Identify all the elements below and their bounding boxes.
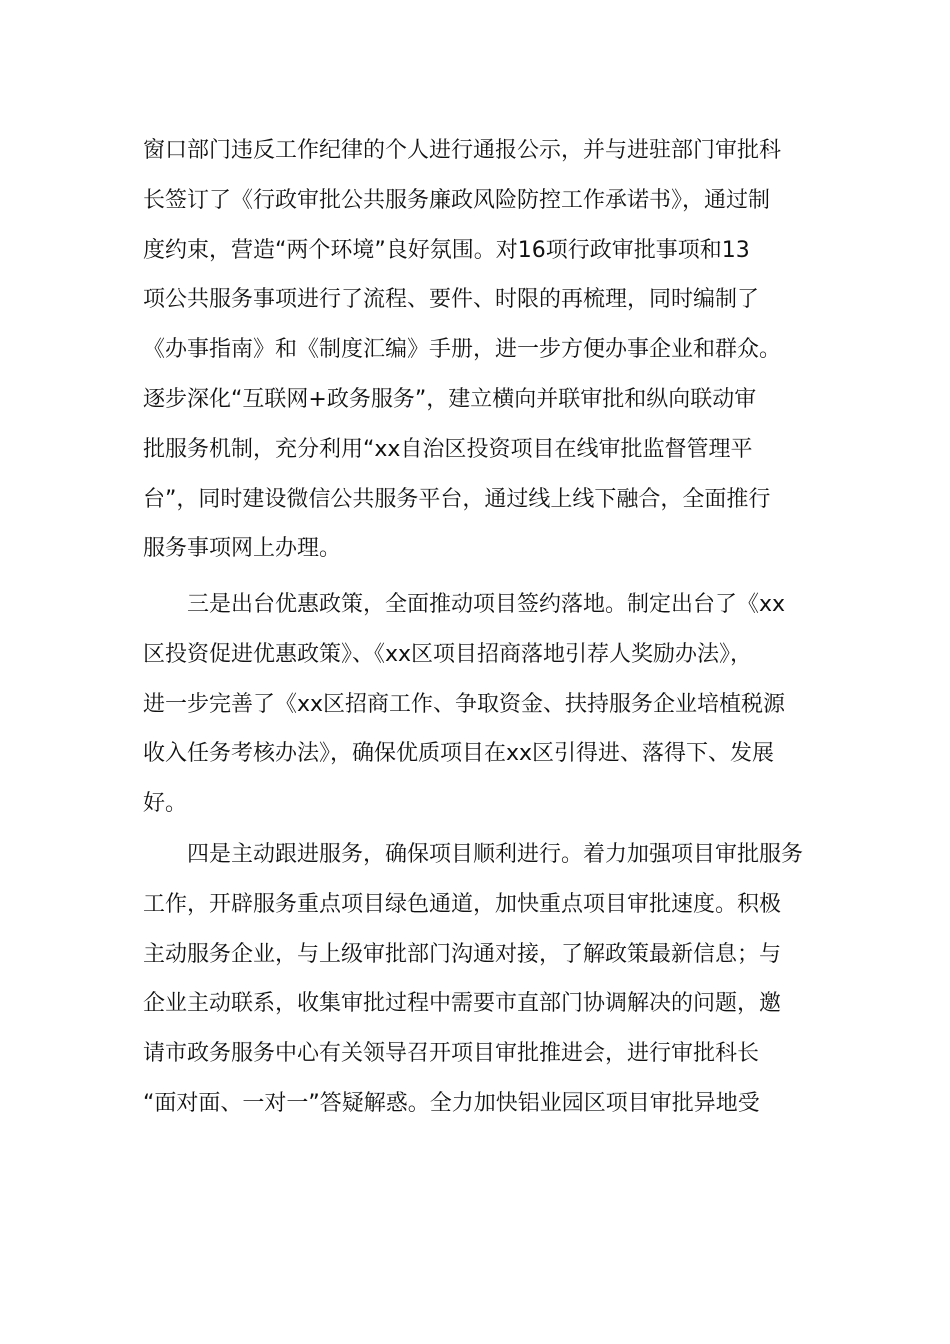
paragraph-policy xyxy=(143,580,805,829)
paragraph-continuation xyxy=(143,126,805,574)
text-line: 窗口部门违反工作纪律的个人进行通报公示，并与进驻部门审批科 xyxy=(143,138,782,163)
text-line: “面对面、一对一”答疑解惑。全力加快铝业园区项目审批异地受 xyxy=(143,1090,760,1116)
text-line: 企业主动联系，收集审批过程中需要市直部门协调解决的问题，邀 xyxy=(143,991,782,1017)
text-line: 逐步深化“互联网+政务服务”，建立横向并联审批和纵向联动审 xyxy=(143,386,757,412)
text-line: 三是出台优惠政策，全面推动项目签约落地。制定出台了《xx xyxy=(143,592,786,617)
text-line: 度约束，营造“两个环境”良好氛围。对16项行政审批事项和13 xyxy=(143,237,750,263)
text-line: 区投资促进优惠政策》、《xx区项目招商落地引荐人奖励办法》， xyxy=(143,641,753,667)
text-line: 项公共服务事项进行了流程、要件、时限的再梳理，同时编制了 xyxy=(143,287,760,313)
text-line: 台”，同时建设微信公共服务平台，通过线上线下融合，全面推行 xyxy=(143,486,771,512)
text-line: 收入任务考核办法》，确保优质项目在xx区引得进、落得下、发展 xyxy=(143,741,775,767)
text-line: 进一步完善了《xx区招商工作、争取资金、扶持服务企业培植税源 xyxy=(143,691,786,717)
text-line: 长签订了《行政审批公共服务廉政风险防控工作承诺书》，通过制 xyxy=(143,187,771,213)
text-line: 四是主动跟进服务，确保项目顺利进行。着力加强项目审批服务 xyxy=(143,842,804,867)
text-line: 主动服务企业，与上级审批部门沟通对接，了解政策最新信息；与 xyxy=(143,941,782,967)
paragraph-service xyxy=(143,830,805,1129)
text-line: 服务事项网上办理。 xyxy=(143,536,342,562)
text-line: 工作，开辟服务重点项目绿色通道，加快重点项目审批速度。积极 xyxy=(143,891,782,917)
text-line: 批服务机制，充分利用“xx自治区投资项目在线审批监督管理平 xyxy=(143,436,753,462)
text-line: 好。 xyxy=(143,791,188,817)
text-line: 请市政务服务中心有关领导召开项目审批推进会，进行审批科长 xyxy=(143,1041,760,1067)
text-line: 《办事指南》和《制度汇编》手册，进一步方便办事企业和群众。 xyxy=(143,337,782,363)
